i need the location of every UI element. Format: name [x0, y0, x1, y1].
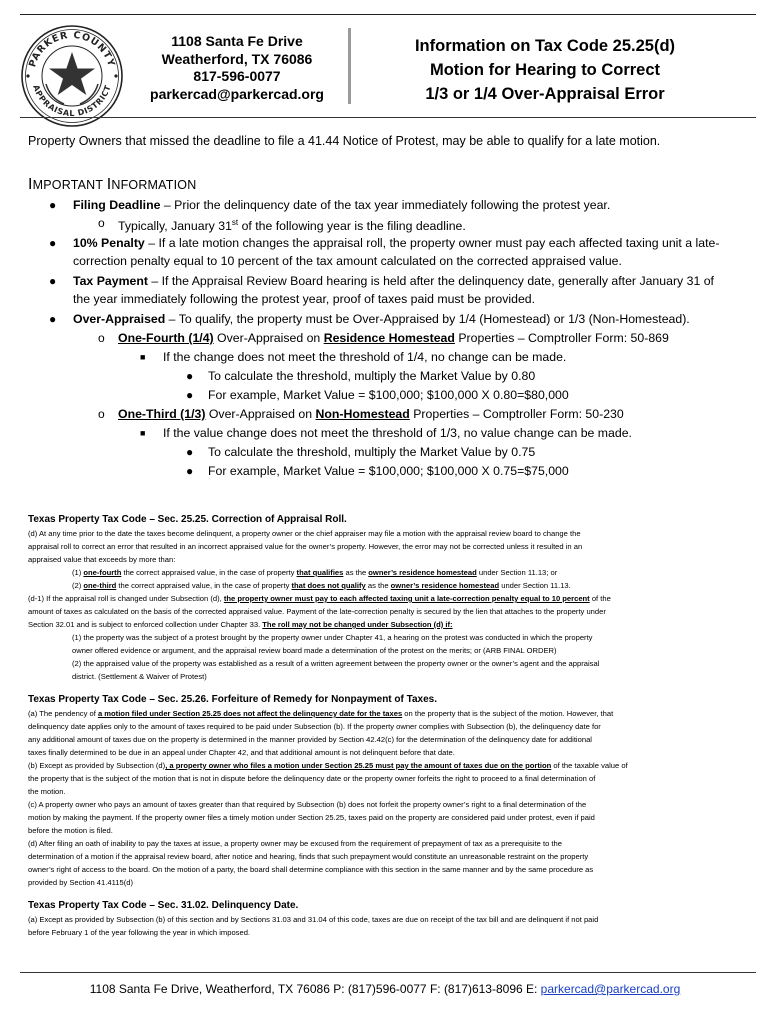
sec-2525-line: Section 32.01 and is subject to enforced collection under Chapter 33. The roll may not be changed under Subsection (d) if: [28, 620, 453, 629]
header-divider [348, 28, 351, 104]
sec-2525-line: amount of taxes as calculated on the basis of the corrected appraised value. Payment of the late-correction penalty is secured by the lien that attaches to the property under [28, 607, 606, 616]
title-line-1: Information on Tax Code 25.25(d) [414, 37, 676, 55]
svg-text:PARKER COUNTY: PARKER COUNTY [27, 29, 117, 69]
top-rule [20, 14, 756, 15]
sec-2525-line: (1) the property was the subject of a protest brought by the property owner under Chapter 41, a hearing on the protest was conducted in which the property [72, 633, 593, 642]
sec-2525-line: appraised value that exceeds by more than: [28, 555, 176, 564]
bullet-dot: ● [49, 236, 57, 250]
sec-2526-line: determination of a motion if the appraisal review board, after notice and hearing, finds that such prepayment would constitute an unreasonable restraint on the property [28, 852, 589, 861]
sub-bullet-square: ■ [140, 428, 146, 438]
sec-2525-line: (2) one-third the correct appraised value, in the case of property that does not qualify as the owner’s residence homestead under Section 11.13. [72, 581, 571, 590]
svg-text:APPRAISAL DISTRICT: APPRAISAL DISTRICT [31, 83, 113, 119]
bullet-dot: ● [186, 388, 194, 402]
document-title [360, 34, 730, 106]
sec-3102-line: before February 1 of the year following the year in which imposed. [28, 928, 251, 937]
sec-2525-line: appraisal roll to correct an error that resulted in an incorrect appraised value for the owner’s property. However, the error may not be corrected unless it resulted in an [28, 542, 583, 551]
sec-2526-line: (d) After filing an oath of inability to pay the taxes at issue, a property owner may be excused from the requirement of prepayment of tax as a prerequisite to the [28, 839, 562, 848]
address-phone: 817-596-0077 [193, 68, 281, 84]
penalty-item-cont: correction penalty equal to 10 percent of the tax amount calculated on the corrected appraised value. [73, 254, 622, 268]
header-rule [20, 117, 756, 118]
sec-2525-line: (2) the appraised value of the property was established as a result of a written agreement between the property owner or the owner’s agent and the appraisal [72, 659, 600, 668]
sec-2525-line: (d-1) If the appraisal roll is changed under Subsection (d), the property owner must pay to each affected taxing unit a late-correction penalty equal to 10 percent of the [28, 594, 611, 603]
footer-contact: 1108 Santa Fe Drive, Weatherford, TX 76086 P: (817)596-0077 F: (817)613-8096 E: parkercad@parkercad.org [89, 982, 681, 996]
one-fourth-example: For example, Market Value = $100,000; $100,000 X 0.80=$80,000 [208, 388, 569, 402]
footer-rule [20, 972, 756, 973]
filing-deadline-sub: Typically, January 31st of the following year is the filing deadline. [118, 218, 466, 234]
sec-2526-line: delinquency date applies only to the amount of taxes required to be paid under Subsection (b). If the property owner complies with Subsection (b), the delinquency date for [28, 722, 601, 731]
parker-county-appraisal-district-seal [20, 24, 124, 128]
one-third-item: One-Third (1/3) Over-Appraised on Non-Homestead Properties – Comptroller Form: 50-230 [118, 407, 624, 421]
sec-2526-line: (b) Except as provided by Subsection (d), a property owner who files a motion under Section 25.25 must pay the amount of taxes due on the portion of the taxable value of [28, 761, 628, 770]
one-third-example: For example, Market Value = $100,000; $100,000 X 0.75=$75,000 [208, 464, 569, 478]
bullet-dot: ● [49, 198, 57, 212]
sub-bullet-square: ■ [140, 352, 146, 362]
one-fourth-item: One-Fourth (1/4) Over-Appraised on Residence Homestead Properties – Comptroller Form: 50-869 [118, 331, 669, 345]
sec-3102-title: Texas Property Tax Code – Sec. 31.02. Delinquency Date. [28, 900, 299, 911]
sec-2525-line: owner offered evidence or argument, and the appraisal review board made a determination of the protest on the merits; or (ARB FINAL ORDER) [72, 646, 557, 655]
sec-2526-line: owner’s right of access to the board. On the motion of a party, the board shall determine compliance with this section in the same manner and by the same procedure as [28, 865, 594, 874]
sec-2525-line: (d) At any time prior to the date the taxes become delinquent, a property owner or the chief appraiser may file a motion with the appraisal review board to change the [28, 529, 581, 538]
sub-bullet-circle: o [98, 407, 105, 421]
one-fourth-calc: To calculate the threshold, multiply the Market Value by 0.80 [208, 369, 536, 383]
bullet-dot: ● [186, 445, 194, 459]
address-block [130, 33, 344, 103]
one-third-calc: To calculate the threshold, multiply the Market Value by 0.75 [208, 445, 536, 459]
sec-2526-line: the motion. [28, 787, 66, 796]
sub-bullet-circle: o [98, 216, 105, 230]
sec-2526-line: (a) The pendency of a motion filed under Section 25.25 does not affect the delinquency date for the taxes on the property that is the subject of the motion. However, that [28, 709, 614, 718]
penalty-item: 10% Penalty – If a late motion changes the appraisal roll, the property owner must pay each affected taxing unit a late- [73, 236, 720, 250]
sec-2526-title: Texas Property Tax Code – Sec. 25.26. Forfeiture of Remedy for Nonpayment of Taxes. [28, 694, 438, 705]
one-fourth-threshold: If the change does not meet the threshold of 1/4, no change can be made. [163, 350, 567, 364]
sec-2526-line: before the motion is filed. [28, 826, 113, 835]
address-city: Weatherford, TX 76086 [161, 50, 313, 67]
sec-2526-line: motion by making the payment. If the property owner files a timely motion under Section 25.25, taxes paid on the property are considered paid under protest, even if paid [28, 813, 595, 822]
bullet-dot: ● [49, 274, 57, 288]
title-line-2: Motion for Hearing to Correct [429, 61, 661, 79]
sec-2525-line: district. (Settlement & Waiver of Protest) [72, 672, 207, 681]
sec-2526-line: the property that is the subject of the motion that is not in dispute before the delinquency date or the property owner forfeits the right to proceed to a final determination of [28, 774, 596, 783]
sec-3102-line: (a) Except as provided by Subsection (b) of this section and by Sections 31.03 and 31.04 of this code, taxes are due on receipt of the tax bill and are delinquent if not paid [28, 915, 599, 924]
sec-2526-line: (c) A property owner who pays an amount of taxes greater than that required by Subsection (b) does not forfeit the property owner’s right to a final determination of the [28, 800, 587, 809]
over-appraised-item: Over-Appraised – To qualify, the property must be Over-Appraised by 1/4 (Homestead) or 1/3 (Non-Homestead). [73, 312, 690, 326]
tax-payment-item-cont: the year immediately following the protest year, proof of taxes paid must be provided. [73, 292, 536, 306]
important-information-heading: IMPORTANT INFORMATION [28, 176, 197, 193]
tax-payment-item: Tax Payment – If the Appraisal Review Board hearing is held after the delinquency date, generally after January 31 of [73, 274, 714, 288]
filing-deadline-item: Filing Deadline – Prior the delinquency date of the tax year immediately following the protest year. [73, 198, 611, 212]
sec-2526-line: provided by Section 41.4115(d) [28, 878, 133, 887]
intro-text: Property Owners that missed the deadline to file a 41.44 Notice of Protest, may be able to qualify for a late motion. [28, 134, 661, 148]
address-email: parkercad@parkercad.org [150, 85, 324, 102]
one-third-threshold: If the value change does not meet the threshold of 1/3, no value change can be made. [163, 426, 632, 440]
bullet-dot: ● [186, 369, 194, 383]
bullet-dot: ● [49, 312, 57, 326]
footer-email-link[interactable]: parkercad@parkercad.org [540, 982, 681, 996]
sec-2526-line: any additional amount of taxes due on the property is determined in the manner provided by Section 42.42(c) for the determination of the delinquency date for additional [28, 735, 592, 744]
sec-2525-title: Texas Property Tax Code – Sec. 25.25. Correction of Appraisal Roll. [28, 514, 347, 525]
sub-bullet-circle: o [98, 331, 105, 345]
sec-2525-line: (1) one-fourth the correct appraised value, in the case of property that qualifies as the owner’s residence homestead under Section 11.13; or [72, 568, 558, 577]
sec-2526-line: taxes finally determined to be due in an appeal under Chapter 42, and that additional amount is not delinquent before that date. [28, 748, 455, 757]
bullet-dot: ● [186, 464, 194, 478]
title-line-3: 1/3 or 1/4 Over-Appraisal Error [425, 85, 665, 103]
address-street: 1108 Santa Fe Drive [171, 33, 303, 49]
